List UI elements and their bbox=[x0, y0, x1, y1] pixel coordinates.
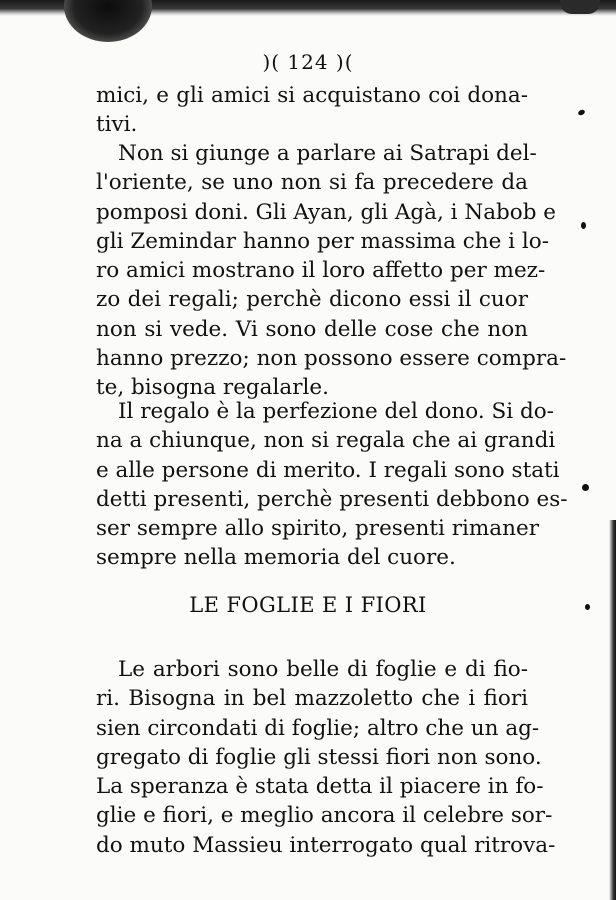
text-line: La speranza è stata detta il piacere in fo- bbox=[96, 774, 544, 800]
text-line: sempre nella memoria del cuore. bbox=[96, 545, 456, 571]
ink-speck bbox=[577, 109, 585, 116]
text-line: mici, e gli amici si acquistano coi dona- bbox=[96, 83, 528, 108]
text-line: Il regalo è la perfezione del dono. Si do- bbox=[118, 399, 554, 424]
binding-edge bbox=[609, 520, 616, 900]
text-line: ser sempre allo spirito, presenti rimaner bbox=[96, 516, 539, 542]
text-line: e alle persone di merito. I regali sono stati bbox=[96, 457, 560, 483]
paragraph-foglie bbox=[96, 655, 556, 860]
text-line: Le arbori sono belle di foglie e di fio- bbox=[118, 657, 528, 682]
section-heading: LE FOGLIE E I FIORI bbox=[189, 593, 427, 617]
text-line: l'oriente, se uno non si fa precedere da bbox=[96, 170, 528, 196]
paragraph-regalo bbox=[96, 397, 568, 573]
text-line: sien circondati di foglie; altro che un ag- bbox=[96, 715, 540, 741]
text-line: te, bisogna regalarle. bbox=[96, 375, 329, 401]
page-number-header: )( 124 )( bbox=[262, 50, 354, 74]
text-line: hanno prezzo; non possono essere compra- bbox=[96, 346, 567, 372]
text-line: ri. Bisogna in bel mazzoletto che i fiori bbox=[96, 686, 528, 712]
text-line: gregato di foglie gli stessi fiori non sono. bbox=[96, 744, 542, 770]
paragraph-satrapi bbox=[96, 139, 567, 403]
text-line: do muto Massieu interrogato qual ritrova- bbox=[96, 832, 556, 858]
paragraph-continued bbox=[96, 81, 528, 140]
text-line: non si vede. Vi sono delle cose che non bbox=[96, 316, 528, 342]
text-line: tivi. bbox=[96, 112, 138, 138]
text-line: ro amici mostrano il loro affetto per mez- bbox=[96, 258, 546, 284]
text-line: glie e fiori, e meglio ancora il celebre sor- bbox=[96, 803, 553, 829]
scan-mark bbox=[560, 0, 600, 14]
text-line: detti presenti, perchè presenti debbono es- bbox=[96, 486, 568, 512]
text-line: gli Zemindar hanno per massima che i lo- bbox=[96, 228, 549, 254]
text-line: pomposi doni. Gli Ayan, gli Agà, i Nabob e bbox=[96, 199, 557, 225]
ink-speck bbox=[581, 222, 586, 229]
scan-blot bbox=[64, 0, 152, 42]
text-line: Non si giunge a parlare ai Satrapi del- bbox=[118, 141, 537, 166]
text-line: na a chiunque, non si regala che ai grandi bbox=[96, 428, 556, 454]
text-line: zo dei regali; perchè dicono essi il cuor bbox=[96, 287, 528, 313]
ink-speck bbox=[582, 484, 589, 491]
